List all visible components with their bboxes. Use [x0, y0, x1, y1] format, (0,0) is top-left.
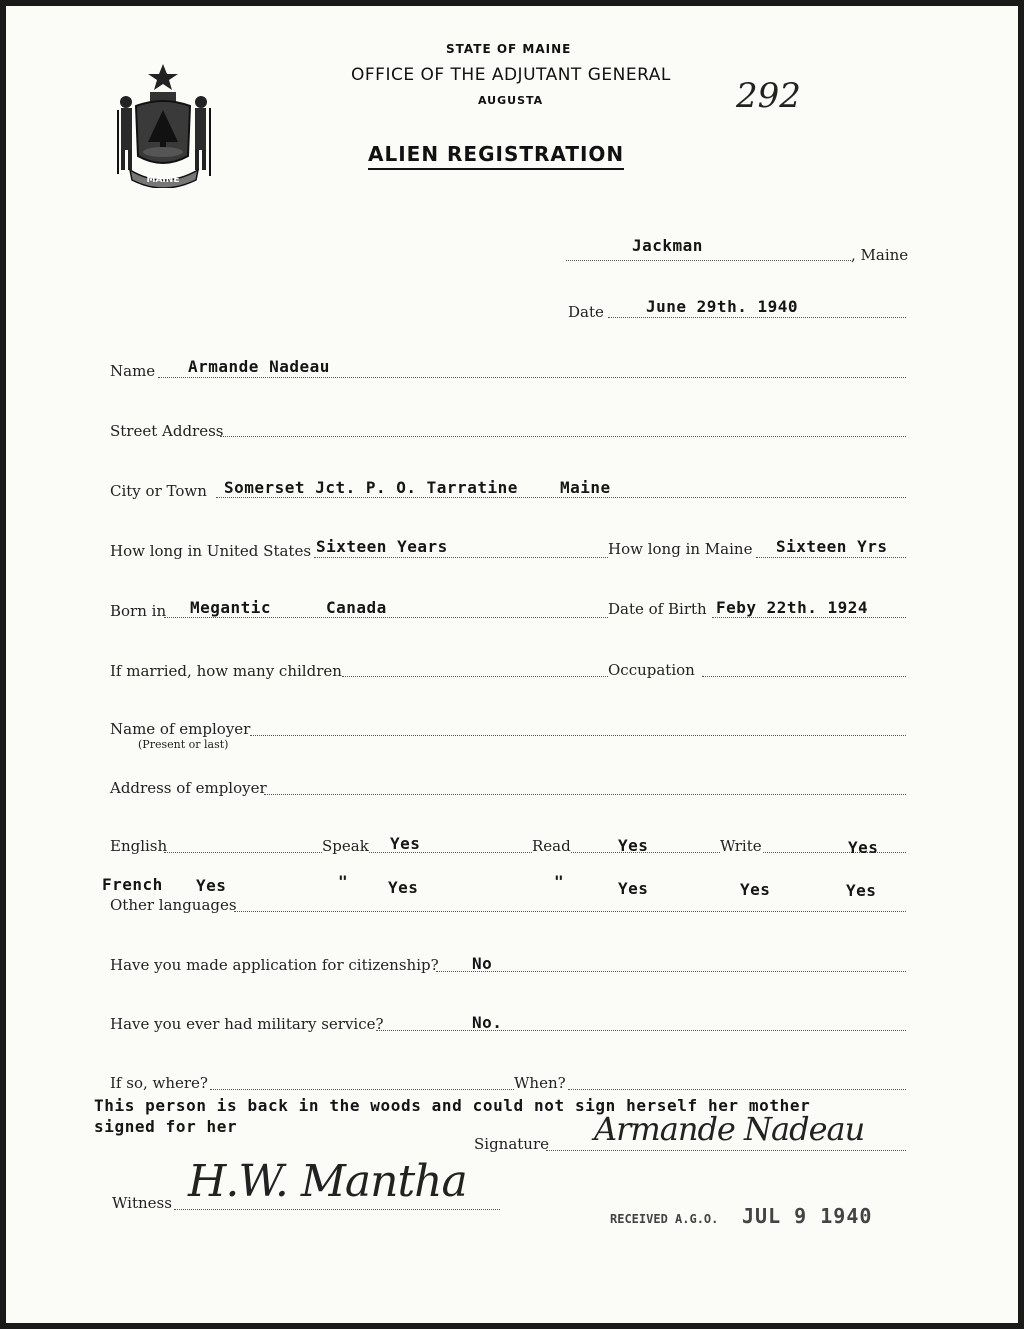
city-heading: AUGUSTA — [478, 94, 544, 107]
military-label: Have you ever had military service? — [110, 1015, 384, 1033]
town-value: Jackman — [632, 236, 703, 255]
born-label: Born in — [110, 602, 167, 620]
french-extra: Yes — [846, 881, 877, 900]
name-value: Armande Nadeau — [188, 357, 330, 376]
ditto-mark-1: " — [338, 872, 349, 891]
when-label: When? — [514, 1074, 566, 1092]
ditto-mark-2: " — [554, 872, 565, 891]
born-value: Megantic — [190, 598, 272, 617]
occupation-label: Occupation — [608, 661, 695, 679]
french-label: French — [102, 875, 163, 894]
write-value: Yes — [848, 838, 879, 857]
french-yes: Yes — [196, 876, 227, 895]
date-value: June 29th. 1940 — [646, 297, 798, 316]
state-heading: STATE OF MAINE — [446, 42, 572, 56]
citizenship-value: No — [472, 954, 493, 973]
received-date-stamp: JUL 9 1940 — [742, 1204, 873, 1228]
english-label: English — [110, 837, 168, 855]
signature-label: Signature — [474, 1135, 550, 1153]
us-duration-label: How long in United States — [110, 542, 312, 560]
read-label: Read — [532, 837, 571, 855]
page-title: ALIEN REGISTRATION — [368, 142, 624, 170]
dob-label: Date of Birth — [608, 600, 707, 618]
speak-label: Speak — [322, 837, 369, 855]
employer-address-label: Address of employer — [110, 779, 267, 797]
city-label: City or Town — [110, 482, 207, 500]
employer-sublabel: (Present or last) — [138, 738, 229, 751]
witness-label: Witness — [112, 1194, 172, 1212]
street-label: Street Address — [110, 422, 224, 440]
form-number: 292 — [736, 76, 801, 116]
born-value-2: Canada — [326, 598, 387, 617]
signature-value: Armande Nadeau — [594, 1110, 865, 1148]
write-label: Write — [720, 837, 762, 855]
name-label: Name — [110, 362, 156, 380]
note-line-2: signed for her — [94, 1117, 238, 1136]
received-stamp: RECEIVED A.G.O. — [610, 1212, 719, 1226]
read-value: Yes — [618, 836, 649, 855]
state-label: , Maine — [851, 246, 909, 264]
french-write: Yes — [740, 880, 771, 899]
registration-form — [6, 6, 1018, 1323]
note-line-1: This person is back in the woods and could not sign herself her mother — [94, 1096, 811, 1115]
witness-value: H.W. Mantha — [188, 1156, 467, 1207]
citizenship-label: Have you made application for citizenship? — [110, 956, 439, 974]
military-value: No. — [472, 1013, 503, 1032]
other-languages-label: Other languages — [110, 896, 237, 914]
dob-value: Feby 22th. 1924 — [716, 598, 868, 617]
us-duration-value: Sixteen Years — [316, 537, 448, 556]
employer-label: Name of employer — [110, 720, 251, 738]
french-speak: Yes — [388, 878, 419, 897]
city-value: Somerset Jct. P. O. Tarratine — [224, 478, 518, 497]
speak-value: Yes — [390, 834, 421, 853]
office-heading: OFFICE OF THE ADJUTANT GENERAL — [351, 65, 671, 85]
svg-text:MAINE: MAINE — [146, 175, 180, 185]
maine-duration-value: Sixteen Yrs — [776, 537, 888, 556]
state-seal-icon — [106, 58, 221, 188]
french-read: Yes — [618, 879, 649, 898]
date-label: Date — [568, 303, 604, 321]
maine-duration-label: How long in Maine — [608, 540, 753, 558]
where-label: If so, where? — [110, 1074, 208, 1092]
city-value-2: Maine — [560, 478, 611, 497]
children-label: If married, how many children — [110, 662, 342, 680]
